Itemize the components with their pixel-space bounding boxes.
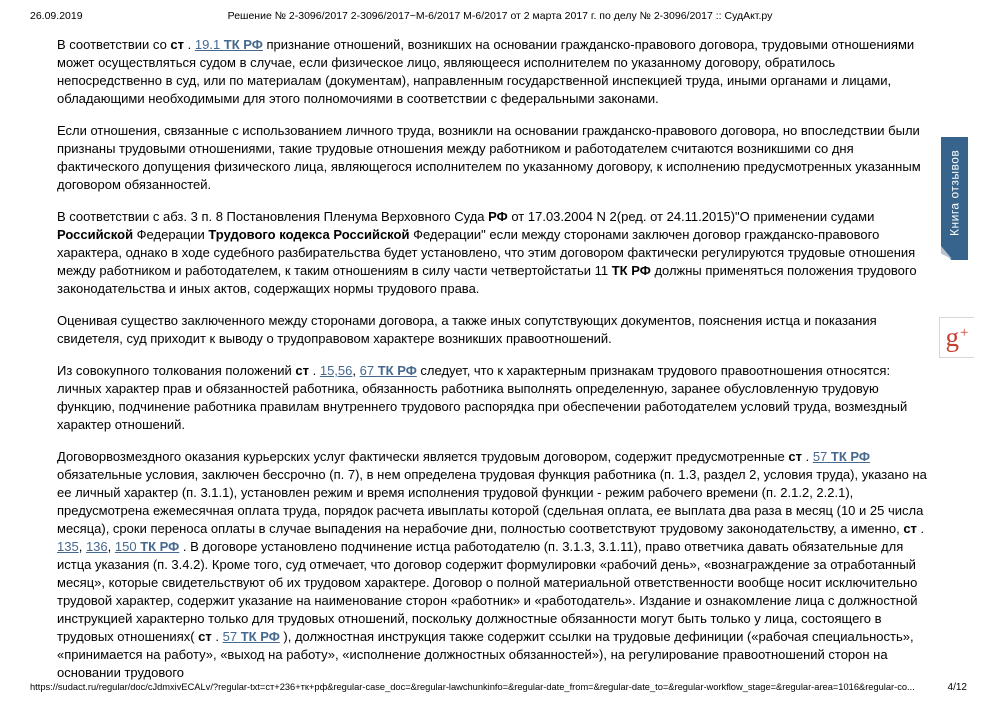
feedback-tab-label: Книга отзывов	[947, 149, 962, 237]
text-run: ,	[78, 539, 86, 554]
text-run: .	[184, 37, 195, 52]
gplus-g: g	[945, 322, 960, 352]
print-header-date: 26.09.2019	[30, 10, 83, 22]
text-run: Договорвозмездного оказания курьерских услуг фактически является трудовым договором, содержит предусмотренные	[57, 449, 789, 464]
text-run: ТК РФ	[611, 263, 651, 278]
text-run: ст	[198, 629, 212, 644]
text-run: Российской	[57, 227, 134, 242]
print-footer-url: https://sudact.ru/regular/doc/cJdmxivECALv/?regular-txt=ст+236+тк+рф&regular-case_doc=&regular-lawchunkinfo=&regular-date_from=&regular-date_to=&regular-workflow_stage=&regular-area=1016&regular-co...	[30, 682, 915, 692]
text-run: В соответствии с абз. 3 п. 8 Постановления Пленума Верховного Суда	[57, 209, 489, 224]
text-run: .	[916, 521, 925, 536]
law-link[interactable]: 67	[359, 363, 378, 378]
text-run: . В договоре установлено подчинение истца работодателю (п. 3.1.3, 3.1.11), право ответчика давать обязательные для истца указания (п. 3.4.2). Кроме того, суд отмечает, что договор содержит формулировки «рабочий день», «вознаграждение за отработанный месяц», которые свидетельствуют об их трудовом характере. Договор о полной материальной ответственности вообще носит исключительно трудовой характер, содержит указание на наименование сторон «работник» и «работодатель». Издание и ознакомление лица с должностной инструкцией характерно только для трудовых отношений, поскольку должностные обязанности могут быть только у лица, состоящего в трудовых отношениях(	[57, 539, 918, 644]
print-footer-page-indicator: 4/12	[947, 682, 967, 693]
text-run: Оценивая существо заключенного между сторонами договора, а также иных сопутствующих документов, пояснения истца и показания свидетеля, суд приходит к выводу о трудоправовом характере возникших правоотношений.	[57, 313, 877, 346]
text-run: ст	[295, 363, 309, 378]
law-link[interactable]: ТК РФ	[223, 37, 263, 52]
text-run: ст	[903, 521, 917, 536]
law-link[interactable]: 136	[85, 539, 108, 554]
law-link[interactable]: 19.1	[194, 37, 224, 52]
text-run: ст	[788, 449, 802, 464]
text-run: Федерации" если между сторонами заключен договор гражданско-правового характера, однако в ходе судебного разбирательства будет установлено, что этим договором фактически регулируются трудовые отношения между работником и работодателем, к таким отношениям в силу части четвертойстатьи 11	[57, 227, 916, 278]
text-run: должны применяться положения трудового законодательства и иных актов, содержащих нормы трудового права.	[57, 263, 917, 296]
paragraph	[57, 208, 935, 298]
text-run: ст	[170, 37, 185, 52]
paragraph	[57, 312, 935, 348]
text-run: обязательные условия, заключен бессрочно (п. 7), в нем определена трудовая функция работника (п. 1.3, раздел 2, условия труда), указано на ее личный характер (п. 3.1.1), установлен режим и время исполнения трудовой функции - режим рабочего времени (п. 2.1.2, 2.2.1), предусмотрена ежемесячная оплата труда, порядок расчета ивыплаты которой (сдельная оплата, ее выплата два раза в месяц (10 и 25 числа месяца), сроки переноса оплаты в случае выпадения на нерабочие дни, полностью соответствуют трудовому законодательству, а именно,	[57, 467, 927, 536]
text-run: признание отношений, возникших на основании гражданско-правового договора, трудовыми отношениями может осуществляться судом в случае, если физическое лицо, являющееся исполнителем по указанному договору, обратилось непосредственно в суд, или по материалам (документам), направленным государственной инспекцией труда, иными органами и лицами, обладающими необходимыми для этого полномочиями в соответствии с федеральными законами.	[57, 37, 915, 106]
text-run: В соответствии со	[57, 37, 171, 52]
paragraph	[57, 122, 935, 194]
paragraph	[57, 36, 935, 108]
google-plus-icon	[946, 324, 969, 351]
paragraph	[57, 362, 935, 434]
law-link[interactable]: ТК РФ	[377, 363, 417, 378]
feedback-book-tab[interactable]	[941, 137, 968, 260]
law-link[interactable]: 135	[57, 539, 79, 554]
print-header-title: Решение № 2-3096/2017 2-3096/2017~М-6/2017 М-6/2017 от 2 марта 2017 г. по делу № 2-3096/2017 :: СудАкт.ру	[227, 10, 773, 22]
document-body	[57, 36, 935, 696]
text-run: Трудового кодекса Российской	[208, 227, 410, 242]
law-link[interactable]: 57	[812, 449, 831, 464]
text-run: .	[309, 363, 320, 378]
text-run: ,	[352, 363, 360, 378]
law-link[interactable]: ТК РФ	[240, 629, 280, 644]
text-run: Федерации	[133, 227, 209, 242]
law-link[interactable]: ТК РФ	[140, 539, 180, 554]
text-run: .	[211, 629, 223, 644]
law-link[interactable]: ТК РФ	[830, 449, 870, 464]
text-run: Из совокупного толкования положений	[57, 363, 296, 378]
text-run: от 17.03.2004 N 2(ред. от 24.11.2015)"О применении судами	[507, 209, 875, 224]
law-link[interactable]: 150	[114, 539, 141, 554]
text-run: следует, что к характерным признакам трудового правоотношения относятся: личных характер прав и обязанностей работника, обязанность работника выполнять определенную, заранее обусловленную трудовую функцию, подчинение работника правилам внутреннего трудового распорядка при обеспечении работодателем условий труда, возмездный характер отношений.	[57, 363, 908, 432]
paragraph	[57, 448, 935, 682]
text-run: РФ	[488, 209, 508, 224]
law-link[interactable]: 15,56	[319, 363, 353, 378]
text-run: ,	[107, 539, 115, 554]
google-plus-share-button[interactable]	[939, 317, 974, 358]
law-link[interactable]: 57	[222, 629, 241, 644]
gplus-plus-sign: +	[960, 325, 969, 341]
text-run: Если отношения, связанные с использованием личного труда, возникли на основании гражданско-правового договора, но впоследствии были признаны трудовыми отношениями, такие трудовые отношения между работником и работодателем считаются возникшими со дня фактического допущения физического лица, являющегося исполнителем по указанному договору, к исполнению предусмотренных указанным договором обязанностей.	[57, 123, 921, 192]
text-run: .	[801, 449, 813, 464]
text-run: ), должностная инструкция также содержит ссылки на трудовые дефиниции («рабочая специальность», «принимается на работу», «выход на работу», «исполнение должностных обязанностей»), на регулирование правоотношений сторон на основании трудового	[57, 629, 914, 680]
